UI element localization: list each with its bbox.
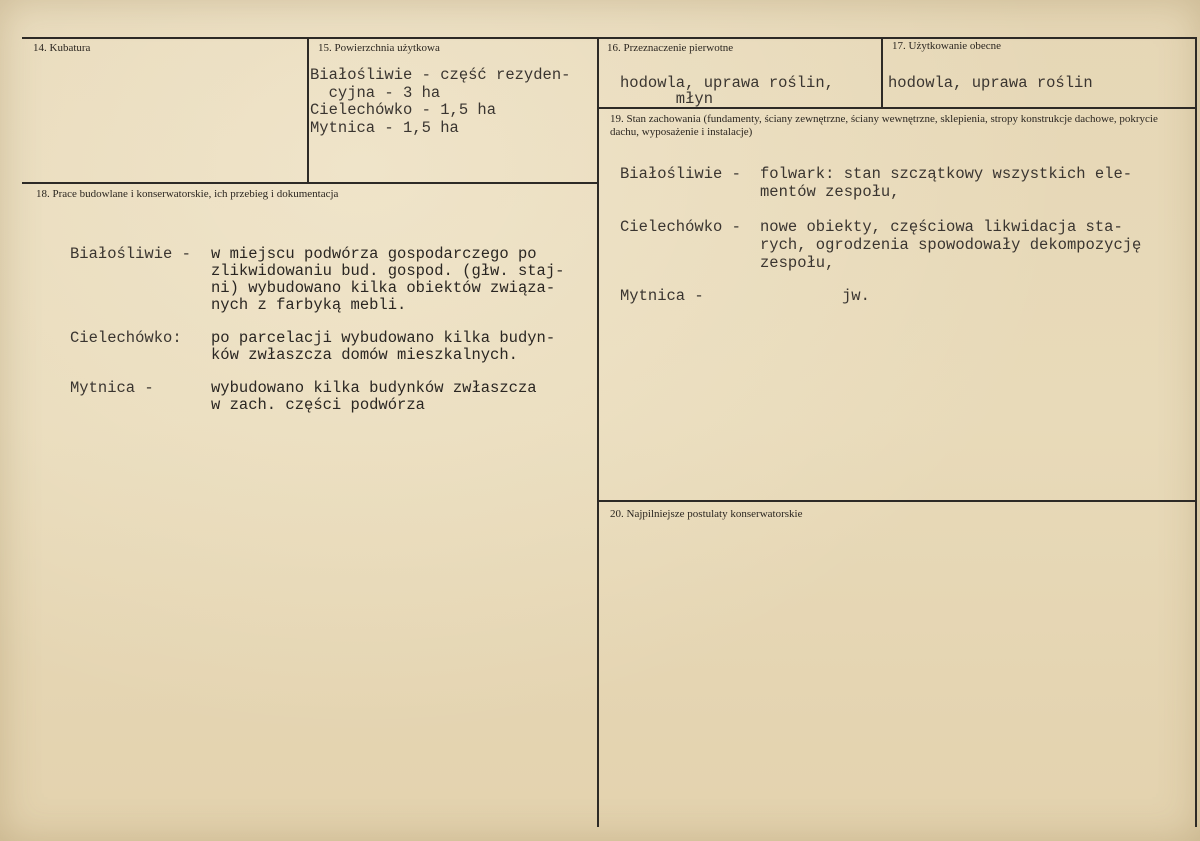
field-18-line-2-1: po parcelacji wybudowano kilka budyn- xyxy=(211,329,556,347)
field-19-place-2: Cielechówko - xyxy=(620,218,741,236)
field-19-line-2-3: zespołu, xyxy=(760,254,835,272)
field-18-label: 18. Prace budowlane i konserwatorskie, ich przebieg i dokumentacja xyxy=(36,188,339,200)
divider-14-18 xyxy=(22,182,598,184)
field-18-place-1: Białośliwie - xyxy=(70,245,191,263)
field-17-label: 17. Użytkowanie obecne xyxy=(892,40,1002,52)
field-19-line-2-2: rych, ogrodzenia spowodowały dekompozycję xyxy=(760,236,1142,254)
field-16-label: 16. Przeznaczenie pierwotne xyxy=(607,42,734,54)
field-18-line-1-1: w miejscu podwórza gospodarczego po xyxy=(211,245,537,263)
top-border xyxy=(22,37,1196,39)
field-15-line-1: Białośliwie - część rezyden- xyxy=(310,66,571,84)
field-15-line-2: cyjna - 3 ha xyxy=(310,84,441,102)
field-19-line-3-1: jw. xyxy=(842,287,870,305)
field-18-line-1-2: zlikwidowaniu bud. gospod. (głw. staj- xyxy=(211,262,565,280)
field-16-line-2: młyn xyxy=(620,90,714,108)
field-16-line-1: hodowla, uprawa roślin, xyxy=(620,74,834,92)
divider-16-17 xyxy=(881,37,883,107)
field-15-label: 15. Powierzchnia użytkowa xyxy=(318,42,440,54)
field-20-label: 20. Najpilniejsze postulaty konserwatorskie xyxy=(610,508,803,520)
field-18-line-3-2: w zach. części podwórza xyxy=(211,396,425,414)
right-border xyxy=(1195,37,1197,827)
field-18-line-1-4: nych z farbyką mebli. xyxy=(211,296,407,314)
field-19-line-1-1: folwark: stan szczątkowy wszystkich ele- xyxy=(760,165,1133,183)
field-18-place-2: Cielechówko: xyxy=(70,329,182,347)
divider-14-15 xyxy=(307,37,309,182)
field-15-line-4: Mytnica - 1,5 ha xyxy=(310,119,459,137)
field-19-label: 19. Stan zachowania (fundamenty, ściany zewnętrzne, ściany wewnętrzne, sklepienia, stropy konstrukcje dachowe, pokrycie dachu, wyposażenie i instalacje) xyxy=(610,113,1158,138)
field-15-line-3: Cielechówko - 1,5 ha xyxy=(310,101,497,119)
field-19-line-2-1: nowe obiekty, częściowa likwidacja sta- xyxy=(760,218,1123,236)
field-18-place-3: Mytnica - xyxy=(70,379,154,397)
field-19-place-1: Białośliwie - xyxy=(620,165,741,183)
field-18-line-3-1: wybudowano kilka budynków zwłaszcza xyxy=(211,379,537,397)
divider-19-20 xyxy=(597,500,1196,502)
divider-center xyxy=(597,37,599,827)
field-17-value: hodowla, uprawa roślin xyxy=(888,74,1093,92)
field-19-place-3: Mytnica - xyxy=(620,287,704,305)
field-18-line-1-3: ni) wybudowano kilka obiektów związa- xyxy=(211,279,556,297)
field-14-label: 14. Kubatura xyxy=(33,42,91,54)
field-18-line-2-2: ków zwłaszcza domów mieszkalnych. xyxy=(211,346,518,364)
field-19-line-1-2: mentów zespołu, xyxy=(760,183,900,201)
